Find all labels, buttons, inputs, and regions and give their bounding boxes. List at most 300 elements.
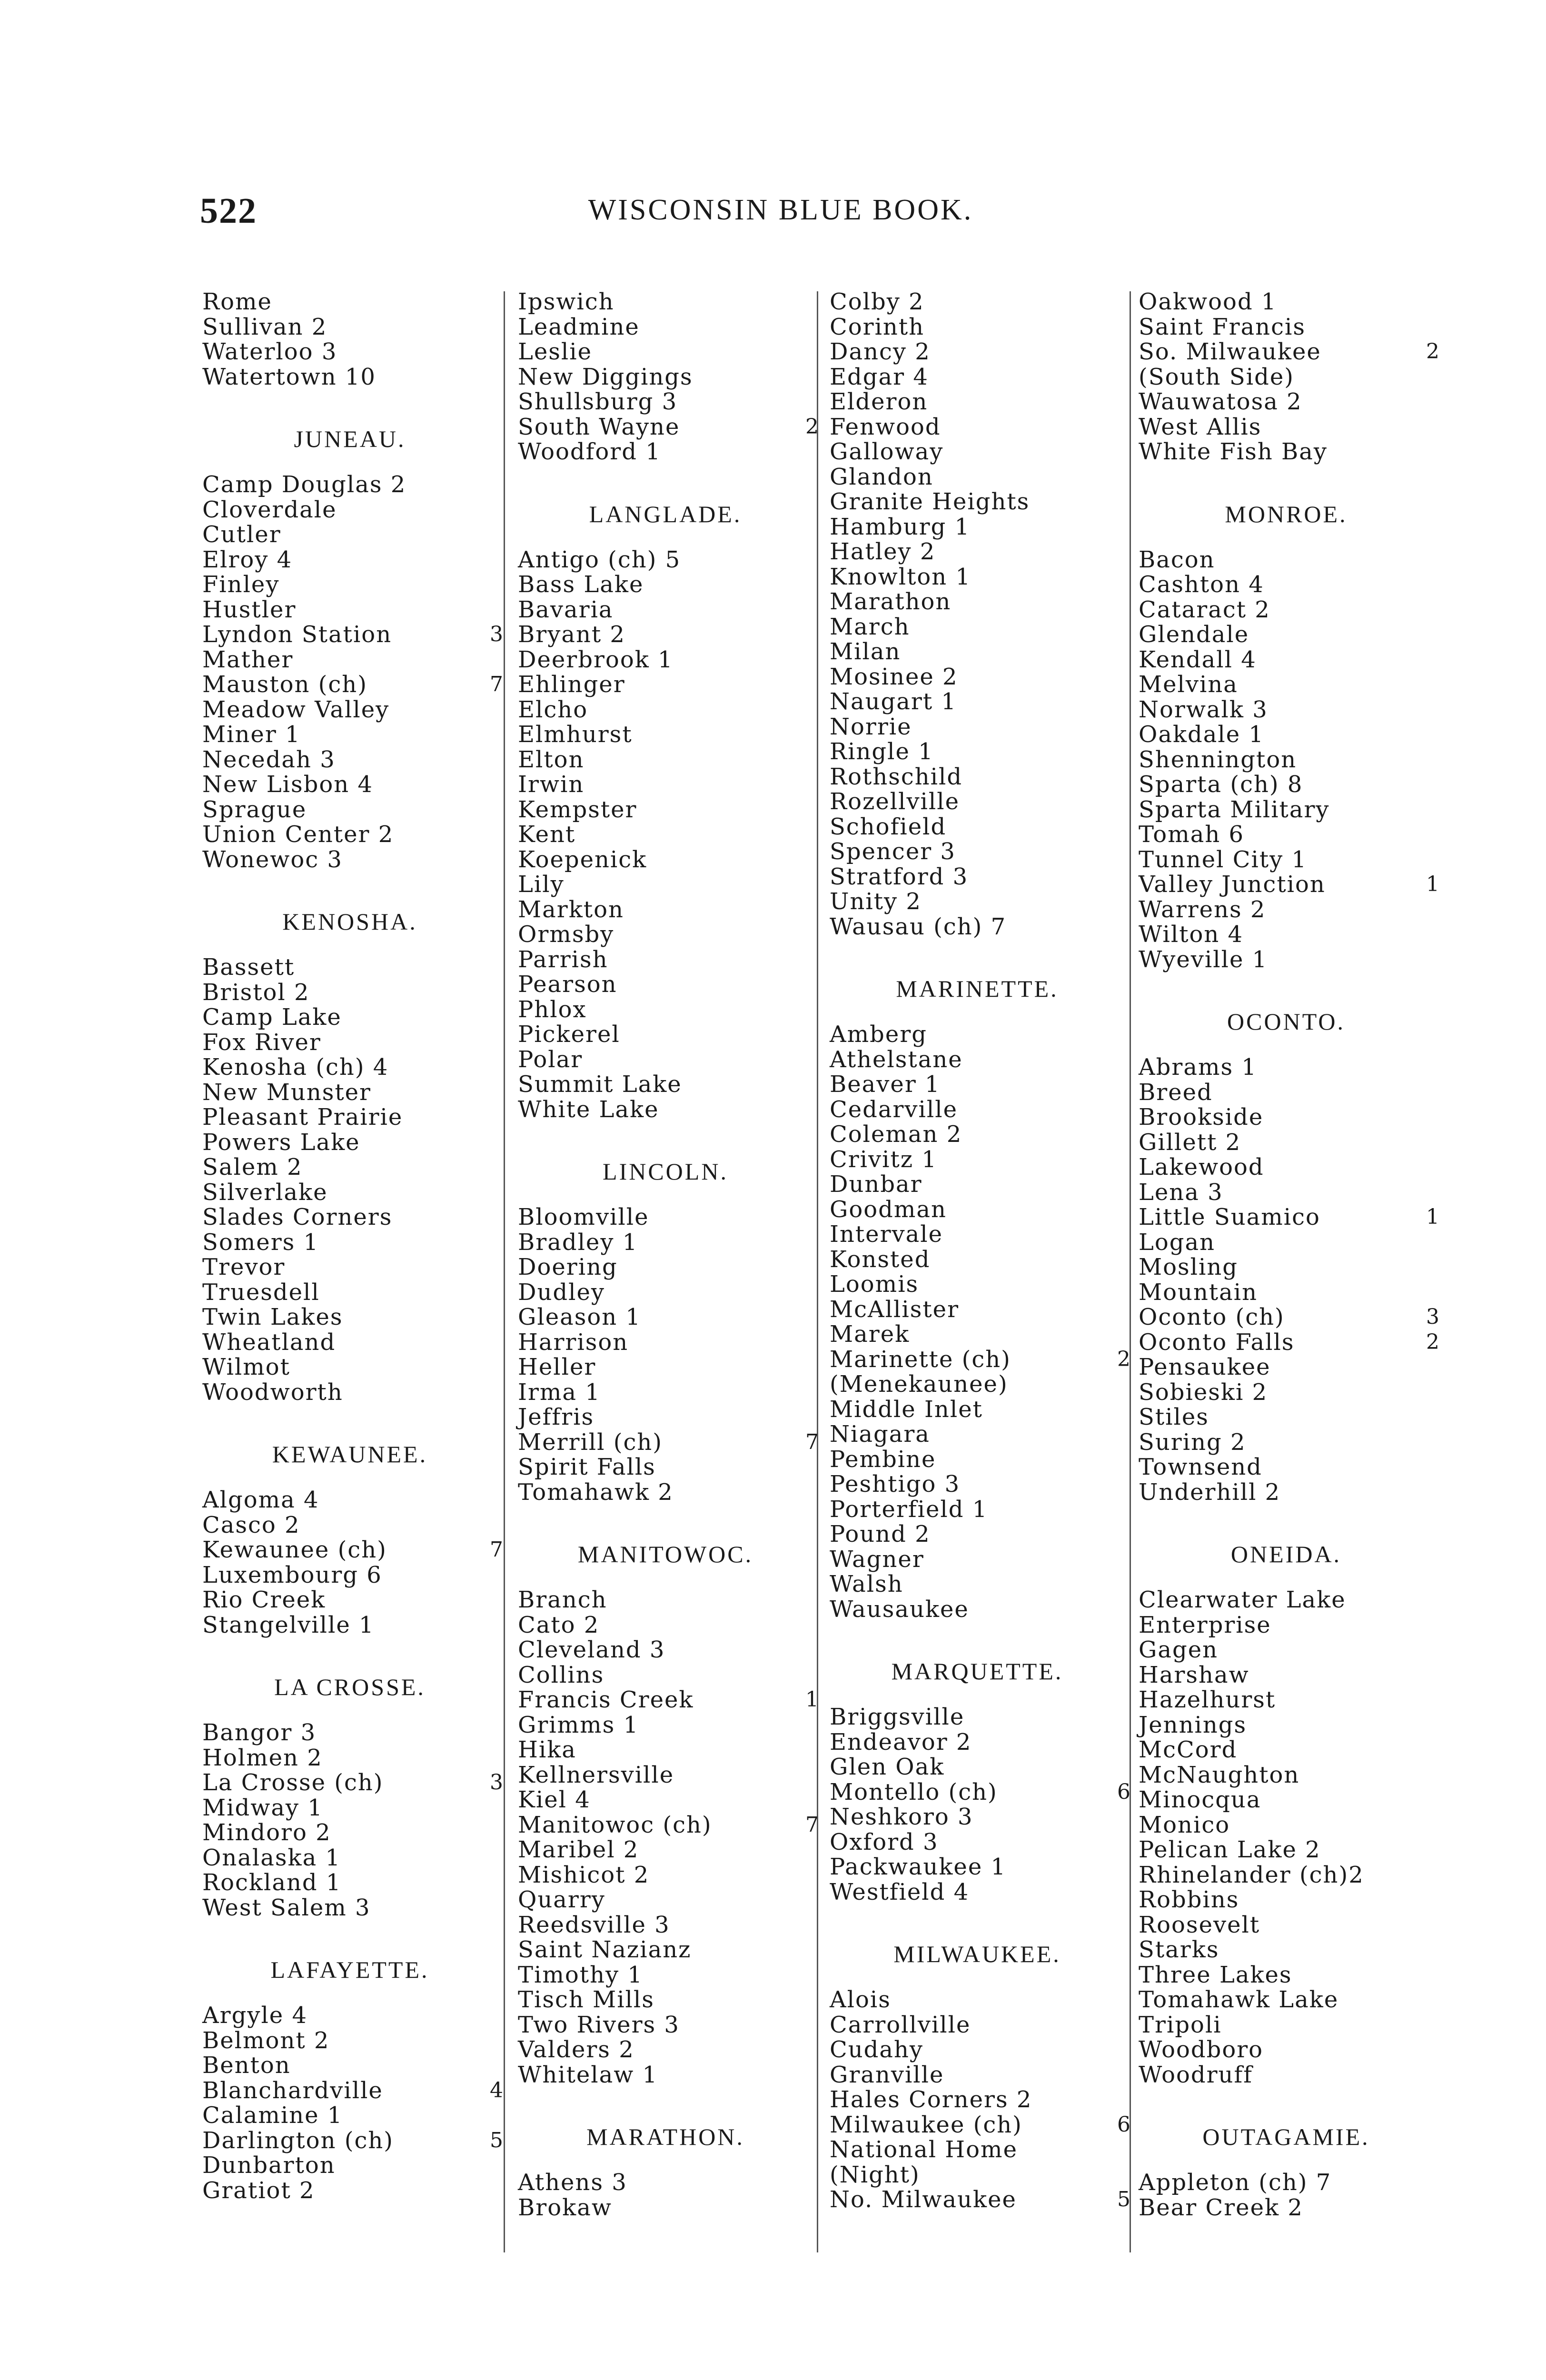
list-item xyxy=(518,1305,823,1330)
list-item xyxy=(202,2028,507,2053)
list-item xyxy=(830,1987,1134,2013)
list-item xyxy=(830,764,1134,790)
post-office-name: Saint Francis xyxy=(1139,313,1306,340)
post-office-name: Pickerel xyxy=(518,1021,620,1048)
post-office-name: So. Milwaukee xyxy=(1139,338,1321,365)
list-item xyxy=(202,1205,507,1230)
list-item xyxy=(518,415,823,440)
post-office-name: Rome xyxy=(202,288,272,315)
post-office-name: Luxembourg 6 xyxy=(202,1561,382,1588)
post-office-name: Bacon xyxy=(1139,546,1215,573)
post-office-name: Watertown 10 xyxy=(202,363,376,390)
list-item xyxy=(1139,2013,1443,2038)
post-office-name: (South Side) xyxy=(1139,363,1294,390)
list-item xyxy=(202,647,507,673)
list-item xyxy=(518,922,823,947)
post-office-name: Spirit Falls xyxy=(518,1454,656,1480)
entry-number: 5 xyxy=(1117,2187,1131,2211)
list-item xyxy=(1139,1687,1443,1713)
post-office-name: Crivitz 1 xyxy=(830,1146,937,1173)
list-item xyxy=(830,1755,1134,1780)
list-item xyxy=(1139,547,1443,573)
list-item xyxy=(202,1005,507,1030)
post-office-name: Elroy 4 xyxy=(202,546,293,573)
post-office-name: Phlox xyxy=(518,996,587,1023)
post-office-name: Niagara xyxy=(830,1421,930,1448)
post-office-name: Maribel 2 xyxy=(518,1836,639,1863)
post-office-name: Bangor 3 xyxy=(202,1719,317,1746)
post-office-name: Truesdell xyxy=(202,1279,320,1306)
post-office-name: Goodman xyxy=(830,1196,947,1223)
post-office-name: Hales Corners 2 xyxy=(830,2086,1032,2113)
post-office-name: Enterprise xyxy=(1139,1611,1271,1638)
entry-number: 2 xyxy=(1426,1329,1440,1354)
running-title: WISCONSIN BLUE BOOK. xyxy=(588,194,973,226)
list-item xyxy=(1139,797,1443,823)
post-office-name: Gleason 1 xyxy=(518,1304,641,1330)
post-office-name: Roosevelt xyxy=(1139,1911,1260,1938)
post-office-name: No. Milwaukee xyxy=(830,2186,1017,2213)
list-item xyxy=(1139,1405,1443,1430)
post-office-name: Milan xyxy=(830,638,901,665)
list-item xyxy=(202,1305,507,1330)
post-office-name: Ipswich xyxy=(518,288,614,315)
list-item xyxy=(1139,2037,1443,2063)
post-office-name: New Munster xyxy=(202,1079,371,1106)
list-item xyxy=(1139,747,1443,773)
post-office-name: Pensaukee xyxy=(1139,1354,1271,1380)
post-office-name: Grimms 1 xyxy=(518,1711,639,1738)
list-item xyxy=(1139,872,1443,897)
list-item xyxy=(202,1488,507,1513)
list-item xyxy=(1139,847,1443,873)
list-item xyxy=(518,439,823,465)
post-office-name: Twin Lakes xyxy=(202,1304,343,1330)
list-item xyxy=(830,1597,1134,1622)
list-item xyxy=(1139,1355,1443,1380)
list-item xyxy=(202,955,507,980)
entry-number: 4 xyxy=(490,2078,504,2102)
post-office-name: Waterloo 3 xyxy=(202,338,337,365)
list-item xyxy=(1139,1663,1443,1688)
list-item xyxy=(518,897,823,922)
list-item xyxy=(830,365,1134,390)
list-item xyxy=(1139,1787,1443,1813)
list-item xyxy=(830,465,1134,490)
county-heading: MONROE. xyxy=(1225,500,1348,527)
list-item xyxy=(830,1730,1134,1755)
post-office-name: Packwaukee 1 xyxy=(830,1854,1007,1880)
list-item xyxy=(202,2128,507,2153)
list-item xyxy=(202,1745,507,1771)
post-office-name: Milwaukee (ch) xyxy=(830,2111,1022,2138)
post-office-name: Wauwatosa 2 xyxy=(1139,388,1302,415)
post-office-name: Brokaw xyxy=(518,2194,612,2221)
entry-number: 6 xyxy=(1117,1779,1131,1804)
post-office-name: Hazelhurst xyxy=(1139,1686,1276,1713)
list-item xyxy=(830,1547,1134,1572)
county-heading: JUNEAU. xyxy=(294,426,406,452)
list-item xyxy=(1139,2063,1443,2088)
list-item xyxy=(518,1687,823,1713)
list-item xyxy=(1139,672,1443,697)
post-office-name: Little Suamico xyxy=(1139,1204,1320,1230)
post-office-name: Rothschild xyxy=(830,763,963,790)
post-office-name: Heller xyxy=(518,1354,596,1380)
post-office-name: Lyndon Station xyxy=(202,621,392,648)
post-office-name: Kent xyxy=(518,821,576,848)
list-item xyxy=(830,1097,1134,1122)
county-heading: KEWAUNEE. xyxy=(272,1441,428,1468)
list-item xyxy=(830,289,1134,315)
post-office-name: Mindoro 2 xyxy=(202,1819,331,1846)
page-number: 522 xyxy=(200,191,257,231)
post-office-name: Polar xyxy=(518,1046,583,1073)
post-office-name: Whitelaw 1 xyxy=(518,2061,658,2088)
list-item xyxy=(518,872,823,897)
post-office-name: New Lisbon 4 xyxy=(202,771,373,798)
post-office-name: Kempster xyxy=(518,796,637,823)
list-item xyxy=(1139,1230,1443,1255)
post-office-name: Quarry xyxy=(518,1886,605,1913)
post-office-name: Spencer 3 xyxy=(830,838,956,865)
list-item xyxy=(830,1047,1134,1072)
county-heading: MANITOWOC. xyxy=(577,1541,753,1567)
list-item xyxy=(1139,1105,1443,1130)
post-office-name: Argyle 4 xyxy=(202,2002,308,2029)
list-item xyxy=(1139,1987,1443,2013)
list-item xyxy=(518,722,823,747)
list-item xyxy=(830,1397,1134,1422)
post-office-name: Minocqua xyxy=(1139,1786,1261,1813)
list-item xyxy=(830,1805,1134,1830)
list-item xyxy=(202,1380,507,1405)
post-office-name: Mauston (ch) xyxy=(202,671,367,698)
list-item xyxy=(830,839,1134,864)
post-office-name: Lily xyxy=(518,871,565,898)
post-office-name: Cashton 4 xyxy=(1139,571,1264,598)
post-office-name: Hika xyxy=(518,1736,576,1763)
list-item xyxy=(518,997,823,1022)
list-item xyxy=(830,1247,1134,1272)
list-item xyxy=(518,1713,823,1738)
entry-number: 6 xyxy=(1117,2112,1131,2137)
post-office-name: Camp Douglas 2 xyxy=(202,471,406,498)
list-item xyxy=(830,2112,1134,2138)
list-item xyxy=(1139,1637,1443,1663)
list-item xyxy=(518,315,823,340)
entry-number: 7 xyxy=(490,672,504,696)
list-item xyxy=(202,2153,507,2178)
column-4 xyxy=(1139,289,1443,2220)
post-office-name: Leadmine xyxy=(518,313,640,340)
post-office-name: Oconto (ch) xyxy=(1139,1304,1285,1330)
list-item xyxy=(518,822,823,847)
list-item xyxy=(202,522,507,547)
list-item xyxy=(1139,947,1443,972)
post-office-name: Woodboro xyxy=(1139,2036,1264,2063)
list-item xyxy=(1139,1430,1443,1455)
list-item xyxy=(1139,1180,1443,1205)
list-item xyxy=(1139,1330,1443,1355)
list-item xyxy=(1139,2195,1443,2221)
post-office-name: Manitowoc (ch) xyxy=(518,1811,712,1838)
post-office-name: Pound 2 xyxy=(830,1521,931,1547)
post-office-name: Irma 1 xyxy=(518,1378,601,1406)
entry-number: 1 xyxy=(1426,872,1440,896)
post-office-name: Pelican Lake 2 xyxy=(1139,1836,1321,1863)
list-item xyxy=(1139,722,1443,747)
list-item xyxy=(830,1147,1134,1172)
list-item xyxy=(830,1222,1134,1247)
list-item xyxy=(518,972,823,997)
post-office-name: Collins xyxy=(518,1661,605,1688)
post-office-name: Tripoli xyxy=(1139,2011,1222,2038)
post-office-name: Sparta Military xyxy=(1139,796,1330,823)
list-item xyxy=(1139,1937,1443,1963)
post-office-name: Montello (ch) xyxy=(830,1778,998,1805)
post-office-name: Tisch Mills xyxy=(518,1986,654,2013)
post-office-name: Hamburg 1 xyxy=(830,513,971,540)
post-office-name: Benton xyxy=(202,2052,291,2079)
post-office-name: New Diggings xyxy=(518,363,693,390)
post-office-name: Tomahawk 2 xyxy=(518,1478,674,1506)
list-item xyxy=(518,1987,823,2013)
list-item xyxy=(202,1080,507,1105)
entry-number: 7 xyxy=(490,1537,504,1562)
list-item xyxy=(518,2037,823,2063)
list-item xyxy=(518,1205,823,1230)
post-office-name: Pearson xyxy=(518,971,617,998)
post-office-name: Doering xyxy=(518,1254,618,1280)
post-office-name: Antigo (ch) 5 xyxy=(518,546,681,573)
post-office-name: Logan xyxy=(1139,1229,1216,1256)
list-item xyxy=(830,2187,1134,2212)
list-item xyxy=(202,1330,507,1355)
list-item xyxy=(518,1455,823,1480)
post-office-name: (Night) xyxy=(830,2161,920,2188)
list-item xyxy=(1139,1813,1443,1838)
post-office-name: Pleasant Prairie xyxy=(202,1104,403,1130)
post-office-name: Tomahawk Lake xyxy=(1139,1986,1339,2013)
post-office-name: Salem 2 xyxy=(202,1154,303,1180)
entry-number: 7 xyxy=(805,1812,820,1837)
post-office-name: Onalaska 1 xyxy=(202,1844,341,1871)
post-office-name: Wausaukee xyxy=(830,1596,969,1623)
post-office-name: Marinette (ch) xyxy=(830,1346,1011,1373)
list-item xyxy=(1139,1713,1443,1738)
list-item xyxy=(518,697,823,723)
post-office-name: Melvina xyxy=(1139,671,1238,698)
list-item xyxy=(202,1030,507,1055)
post-office-name: Three Lakes xyxy=(1139,1961,1292,1988)
post-office-name: Galloway xyxy=(830,438,944,465)
list-item xyxy=(202,289,507,315)
post-office-name: March xyxy=(830,613,910,640)
post-office-name: Elton xyxy=(518,746,585,773)
list-item xyxy=(830,2087,1134,2112)
post-office-name: Casco 2 xyxy=(202,1511,300,1538)
entry-number: 3 xyxy=(490,622,504,646)
list-item xyxy=(202,2178,507,2203)
post-office-name: Gagen xyxy=(1139,1636,1219,1663)
post-office-name: Bradley 1 xyxy=(518,1229,638,1256)
post-office-name: Leslie xyxy=(518,338,593,365)
list-item xyxy=(830,1347,1134,1372)
list-item xyxy=(830,2162,1134,2188)
post-office-name: Kellnersville xyxy=(518,1761,674,1788)
list-item xyxy=(518,1887,823,1913)
post-office-name: Monico xyxy=(1139,1811,1230,1838)
county-heading: LINCOLN. xyxy=(603,1158,728,1185)
post-office-name: Rio Creek xyxy=(202,1587,326,1613)
list-item xyxy=(202,472,507,497)
post-office-name: Peshtigo 3 xyxy=(830,1471,961,1497)
list-item xyxy=(518,1022,823,1047)
post-office-name: Rhinelander (ch)2 xyxy=(1139,1861,1364,1888)
post-office-name: Briggsville xyxy=(830,1704,965,1730)
post-office-name: Valders 2 xyxy=(518,2036,634,2063)
list-item xyxy=(202,1230,507,1255)
post-office-name: Slades Corners xyxy=(202,1204,393,1230)
post-office-name: Jennings xyxy=(1139,1711,1247,1738)
post-office-name: Bass Lake xyxy=(518,571,644,598)
list-item xyxy=(830,415,1134,440)
list-item xyxy=(830,1197,1134,1222)
list-item xyxy=(1139,1837,1443,1863)
post-office-name: Trevor xyxy=(202,1254,286,1280)
list-item xyxy=(830,1705,1134,1730)
list-item xyxy=(202,1845,507,1871)
list-item xyxy=(830,1830,1134,1855)
post-office-name: Francis Creek xyxy=(518,1686,694,1713)
post-office-name: McNaughton xyxy=(1139,1761,1300,1788)
post-office-name: Wausau (ch) 7 xyxy=(830,913,1007,940)
post-office-name: Dudley xyxy=(518,1279,605,1306)
list-item xyxy=(830,589,1134,615)
county-heading: MILWAUKEE. xyxy=(893,1941,1061,1967)
list-item xyxy=(1139,1737,1443,1763)
list-item xyxy=(202,497,507,523)
post-office-name: Cataract 2 xyxy=(1139,596,1270,623)
list-item xyxy=(1139,289,1443,315)
post-office-name: Dunbarton xyxy=(202,2152,336,2179)
post-office-name: Edgar 4 xyxy=(830,363,929,390)
list-item xyxy=(1139,597,1443,623)
list-item xyxy=(202,1105,507,1130)
post-office-name: White Fish Bay xyxy=(1139,438,1328,465)
post-office-name: Lena 3 xyxy=(1139,1179,1223,1206)
list-item xyxy=(830,664,1134,690)
post-office-name: Endeavor 2 xyxy=(830,1728,972,1755)
list-item xyxy=(830,1447,1134,1472)
post-office-name: Miner 1 xyxy=(202,721,301,748)
post-office-name: Porterfield 1 xyxy=(830,1496,988,1523)
list-item xyxy=(202,1613,507,1638)
list-item xyxy=(830,315,1134,340)
list-item xyxy=(518,797,823,823)
post-office-name: Dunbar xyxy=(830,1171,922,1198)
list-item xyxy=(518,947,823,972)
post-office-name: Algoma 4 xyxy=(202,1487,319,1513)
list-item xyxy=(518,547,823,573)
list-item xyxy=(202,315,507,340)
list-item xyxy=(518,747,823,773)
post-office-name: Shennington xyxy=(1139,746,1297,773)
list-item xyxy=(202,622,507,647)
list-item xyxy=(202,2103,507,2128)
post-office-name: Bavaria xyxy=(518,596,614,623)
post-office-name: Bear Creek 2 xyxy=(1139,2194,1303,2221)
list-item xyxy=(518,772,823,797)
list-item xyxy=(1139,772,1443,797)
list-item xyxy=(1139,922,1443,947)
list-item xyxy=(202,747,507,773)
post-office-name: Reedsville 3 xyxy=(518,1911,670,1938)
list-item xyxy=(518,1737,823,1763)
post-office-name: Stratford 3 xyxy=(830,863,969,890)
post-office-name: Wonewoc 3 xyxy=(202,846,343,873)
post-office-name: Westfield 4 xyxy=(830,1878,970,1905)
list-item xyxy=(518,1330,823,1355)
list-item xyxy=(202,847,507,873)
post-office-name: Two Rivers 3 xyxy=(518,2011,680,2038)
list-item xyxy=(1139,1305,1443,1330)
list-item xyxy=(830,1372,1134,1397)
list-item xyxy=(830,1172,1134,1197)
post-office-name: Timothy 1 xyxy=(518,1961,643,1988)
post-office-name: Cato 2 xyxy=(518,1611,600,1638)
post-office-name: Alois xyxy=(830,1986,891,2013)
list-item xyxy=(202,1563,507,1588)
list-item xyxy=(518,365,823,390)
post-office-name: Robbins xyxy=(1139,1886,1239,1913)
post-office-name: Saint Nazianz xyxy=(518,1936,692,1963)
list-item xyxy=(1139,365,1443,390)
list-item xyxy=(1139,697,1443,723)
list-item xyxy=(202,697,507,723)
post-office-name: Mosinee 2 xyxy=(830,663,958,690)
post-office-name: Merrill (ch) xyxy=(518,1428,663,1456)
post-office-name: Kendall 4 xyxy=(1139,646,1257,673)
post-office-name: Ringle 1 xyxy=(830,738,934,765)
post-office-name: Oakwood 1 xyxy=(1139,288,1277,315)
list-item xyxy=(830,814,1134,840)
post-office-name: Suring 2 xyxy=(1139,1428,1246,1456)
post-office-name: Cedarville xyxy=(830,1096,958,1123)
post-office-name: Mather xyxy=(202,646,294,673)
post-office-name: Kiel 4 xyxy=(518,1786,591,1813)
post-office-name: White Lake xyxy=(518,1096,659,1123)
list-item xyxy=(830,1522,1134,1547)
post-office-name: Abrams 1 xyxy=(1139,1054,1257,1081)
list-item xyxy=(518,389,823,415)
post-office-name: Powers Lake xyxy=(202,1129,360,1156)
post-office-name: Calamine 1 xyxy=(202,2102,343,2129)
list-item xyxy=(518,1763,823,1788)
post-office-name: Midway 1 xyxy=(202,1794,323,1821)
list-item xyxy=(830,539,1134,565)
post-office-name: Middle Inlet xyxy=(830,1396,983,1423)
post-office-name: Somers 1 xyxy=(202,1229,319,1256)
list-item xyxy=(202,2053,507,2078)
list-item xyxy=(830,1854,1134,1880)
list-item xyxy=(830,615,1134,640)
list-item xyxy=(830,1880,1134,1905)
list-item xyxy=(830,1572,1134,1597)
post-office-name: Elcho xyxy=(518,696,588,723)
post-office-name: Blanchardville xyxy=(202,2077,383,2104)
